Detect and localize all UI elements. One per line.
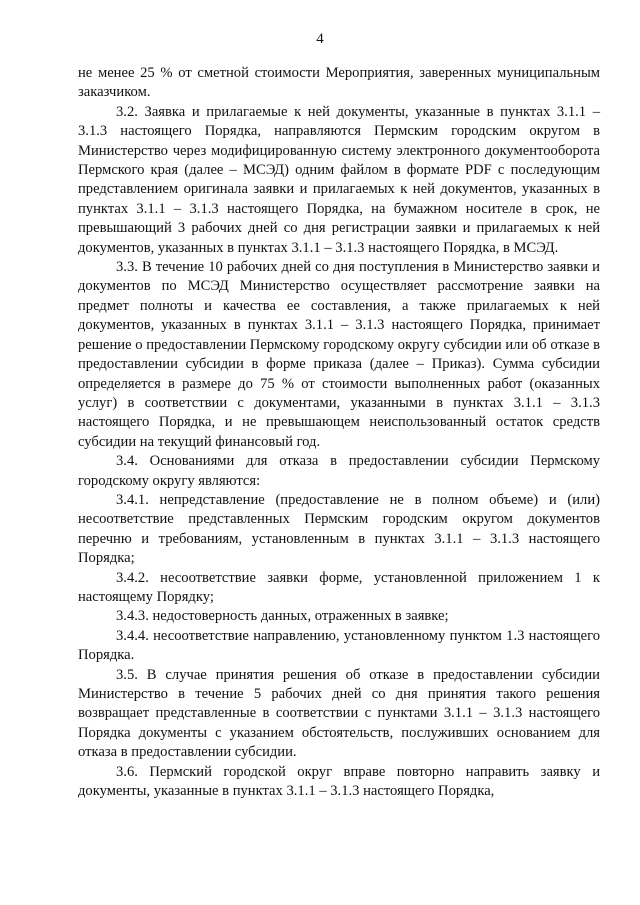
paragraph-3-4-1: 3.4.1. непредставление (предоставление не в полном объеме) и (или) несоответствие представленных Пермским городским округом документов перечню и требованиям, установленным в пунктах 3.1.1 – 3.1.3 настоящего Порядка; bbox=[78, 491, 600, 567]
paragraph-3-5: 3.5. В случае принятия решения об отказе в предоставлении субсидии Министерство в течение 5 рабочих дней со дня принятия такого решения возвращает представленные в соответствии с пунктами 3.1.1 – 3.1.3 настоящего Порядка документы с указанием обстоятельств, послуживших основанием для отказа в предоставлении субсидии. bbox=[78, 666, 600, 761]
paragraph-3-4: 3.4. Основаниями для отказа в предоставлении субсидии Пермскому городскому округу являются: bbox=[78, 453, 600, 489]
paragraph-3-4-2: 3.4.2. несоответствие заявки форме, установленной приложением 1 к настоящему Порядку; bbox=[78, 569, 600, 605]
paragraph-3-4-3: 3.4.3. недостоверность данных, отраженных в заявке; bbox=[116, 608, 449, 625]
paragraph-continuation: не менее 25 % от сметной стоимости Мероприятия, заверенных муниципальным заказчиком. bbox=[78, 65, 600, 101]
document-body bbox=[78, 64, 600, 801]
paragraph-3-4-4: 3.4.4. несоответствие направлению, установленному пунктом 1.3 настоящего Порядка. bbox=[78, 627, 600, 664]
paragraph-3-3: 3.3. В течение 10 рабочих дней со дня поступления в Министерство заявки и документов по МСЭД Министерство осуществляет рассмотрение заявки на предмет полноты и качества ее составления, а также прилагаемых к ней документов, указанных в пунктах 3.1.1 – 3.1.3 настоящего Порядка, принимает решение о предоставлении Пермскому городскому округу субсидии или об отказе в предоставлении субсидии в форме приказа (далее – Приказ). Сумма субсидии определяется в размере до 75 % от стоимости выполненных работ (оказанных услуг) в соответствии с документами, указанными в пунктах 3.1.1 – 3.1.3 настоящего Порядка, и не превышающем неиспользованный остаток средств субсидии на текущий финансовый год. bbox=[78, 259, 600, 450]
page-number: 4 bbox=[316, 31, 324, 47]
paragraph-3-6: 3.6. Пермский городской округ вправе повторно направить заявку и документы, указанные в пунктах 3.1.1 – 3.1.3 настоящего Порядка, bbox=[78, 763, 600, 800]
paragraph-3-2: 3.2. Заявка и прилагаемые к ней документы, указанные в пунктах 3.1.1 – 3.1.3 настоящего Порядка, направляются Пермским городским округом в Министерство через модифицированную систему электронного документооборота Пермского края (далее – МСЭД) одним файлом в формате PDF с последующим представлением оригинала заявки и прилагаемых к ней документов, указанных в пунктах 3.1.1 – 3.1.3 настоящего Порядка, на бумажном носителе в срок, не превышающий 3 рабочих дней со дня регистрации заявки и прилагаемых к ней документов, указанных в пунктах 3.1.1 – 3.1.3 настоящего Порядка, в МСЭД. bbox=[78, 103, 600, 256]
